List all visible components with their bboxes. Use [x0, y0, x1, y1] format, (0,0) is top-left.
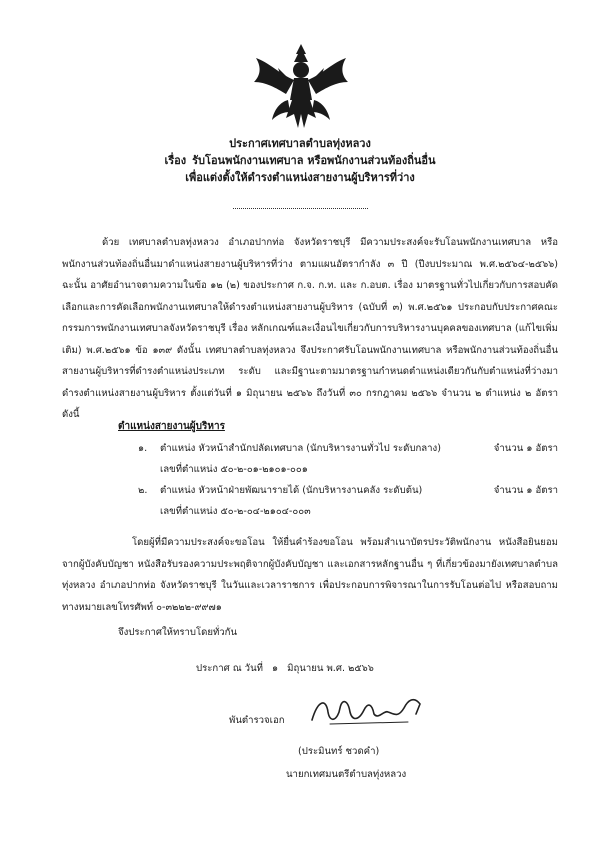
position-quantity: จำนวน ๑ อัตรา — [493, 443, 558, 454]
position-title: ตำแหน่ง หัวหน้าฝ่ายพัฒนารายได้ (นักบริหารงานคลัง ระดับต้น) — [160, 485, 423, 496]
date-label: ประกาศ ณ วันที่ — [196, 663, 263, 674]
signer-name: (ประมินทร์ ชวดคำ) — [298, 746, 380, 757]
position-quantity: จำนวน ๑ อัตรา — [493, 485, 558, 496]
subject-line-2: เพื่อแต่งตั้งให้ดำรงตำแหน่งสายงานผู้บริหารที่ว่าง — [185, 171, 415, 184]
issuer-line: ประกาศเทศบาลตำบลทุ่งหลวง — [229, 137, 371, 150]
intro-paragraph: ด้วย เทศบาลตำบลทุ่งหลวง อำเภอปากท่อ จังหวัดราชบุรี มีความประสงค์จะรับโอนพนักงานเทศบาล หรือพนักงานส่วนท้องถิ่นอื่นมาดำแหน่งสายงานผู้บริหารที่ว่าง ตามแผนอัตรากำลัง ๓ ปี (ปีงบประมาณ พ.ศ.๒๕๖๔-๒๕๖๖) ฉะนั้น อาศัยอำนาจตามความในข้อ ๑๒ (๒) ของประกาศ ก.จ. ก.ท. และ ก.อบต. เรื่อง มาตรฐานทั่วไปเกี่ยวกับการสอบคัดเลือกและการคัดเลือกพนักงานเทศบาลให้ดำรงตำแหน่งสายงานผู้บริหาร (ฉบับที่ ๓) พ.ศ.๒๕๖๑ ประกอบกับประกาศคณะกรรมการพนักงานเทศบาลจังหวัดราชบุรี เรื่อง หลักเกณฑ์และเงื่อนไขเกี่ยวกับการบริหารงานบุคคลของเทศบาล (แก้ไขเพิ่มเติม) พ.ศ.๒๕๖๑ ข้อ ๑๓๙ ดังนั้น เทศบาลตำบลทุ่งหลวง จึงประกาศรับโอนพนักงานเทศบาล หรือพนักงานส่วนท้องถิ่นอื่นสายงานผู้บริหารที่ดำรงตำแหน่งประเภท ระดับ และมีฐานะตามมาตรฐานกำหนดตำแหน่งเดียวกันกับตำแหน่งที่ว่างมาดำรงตำแหน่งสายงานผู้บริหาร ตั้งแต่วันที่ ๑ มิถุนายน ๒๕๖๖ ถึงวันที่ ๓๐ กรกฎาคม ๒๕๖๖ จำนวน ๒ ตำแหน่ง ๒ อัตรา ดังนี้ — [62, 237, 558, 420]
position-item — [138, 480, 558, 522]
position-title: ตำแหน่ง หัวหน้าสำนักปลัดเทศบาล (นักบริหารงานทั่วไป ระดับกลาง) — [160, 443, 441, 454]
section-heading: ตำแหน่งสายงานผู้บริหาร — [118, 421, 225, 432]
signer-rank: พันตำรวจเอก — [229, 715, 285, 726]
application-paragraph: โดยผู้ที่มีความประสงค์จะขอโอน ให้ยื่นคำร้องขอโอน พร้อมสำเนาบัตรประวัติพนักงาน หนังสือยินยอมจากผู้บังคับบัญชา หนังสือรับรองความประพฤติจากผู้บังคับบัญชา และเอกสารหลักฐานอื่น ๆ ที่เกี่ยวข้องมายังเทศบาลตำบลทุ่งหลวง อำเภอปากท่อ จังหวัดราชบุรี ในวันและเวลาราชการ เพื่อประกอบการพิจารณาในการรับโอนต่อไป หรือสอบถามทางหมายเลขโทรศัพท์ ๐-๓๒๒๒-๙๙๗๑ — [62, 537, 558, 613]
announcement-line: จึงประกาศให้ทราบโดยทั่วกัน — [118, 627, 238, 638]
signature-icon — [308, 690, 426, 730]
signer-title: นายกเทศมนตรีตำบลทุ่งหลวง — [286, 769, 407, 780]
garuda-emblem-icon — [250, 40, 352, 132]
position-number: ๑. — [138, 443, 148, 454]
position-code: เลขที่ตำแหน่ง ๕๐-๒-๐๔-๒๑๐๔-๐๐๓ — [160, 506, 311, 517]
announcement-date — [196, 661, 380, 676]
divider — [233, 208, 368, 209]
document-title — [0, 135, 600, 186]
position-number: ๒. — [138, 485, 148, 496]
position-code: เลขที่ตำแหน่ง ๕๐-๒-๐๑-๒๑๐๑-๐๐๑ — [160, 464, 308, 475]
subject-label: เรื่อง — [164, 154, 187, 167]
subject-text: รับโอนพนักงานเทศบาล หรือพนักงานส่วนท้องถิ่นอื่น — [192, 154, 436, 167]
position-item — [138, 438, 558, 480]
date-month-year: มิถุนายน พ.ศ. ๒๕๖๖ — [287, 663, 374, 674]
subject-line — [0, 152, 600, 169]
date-day: ๑ — [272, 663, 279, 674]
